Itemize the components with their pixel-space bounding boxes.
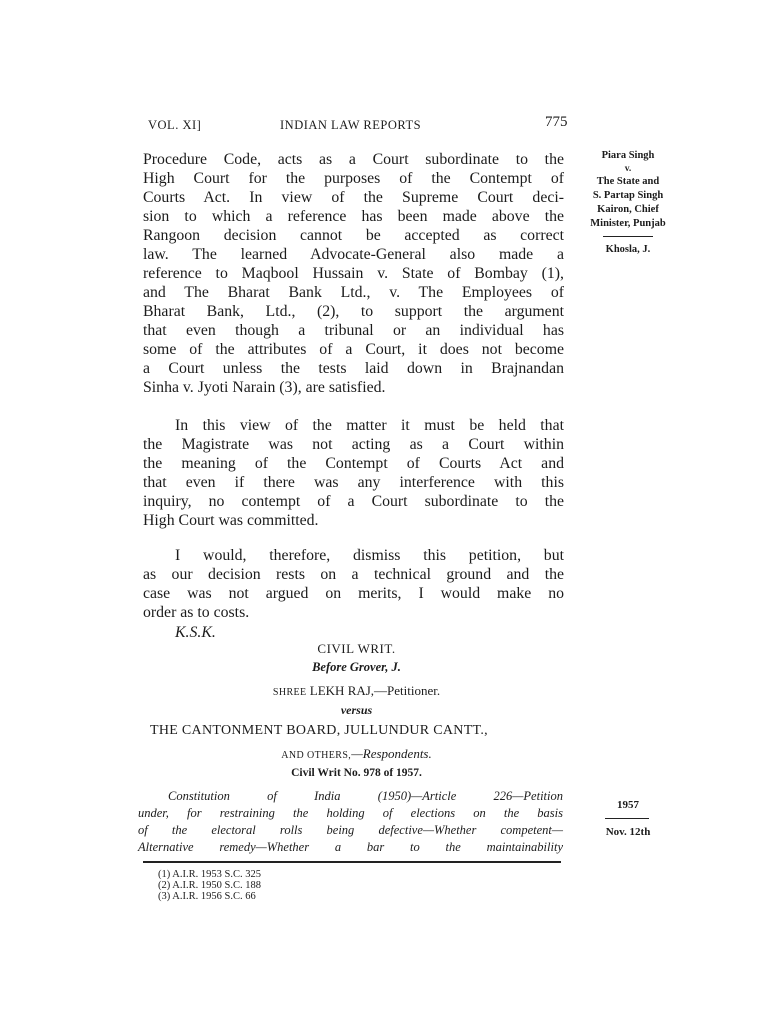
margin-line: Piara Singh [601, 150, 655, 161]
text-line: In this view of the matter it must be held that [175, 417, 564, 434]
headnote-line: Alternative remedy—Whether a bar to the maintainability [138, 840, 563, 854]
respondent-role: —Respondents. [351, 746, 432, 761]
petitioner-prefix: SHREE [272, 687, 307, 698]
petitioner-name: LEKH RAJ,—Petitioner. [309, 683, 441, 698]
text-line: Courts Act. In view of the Supreme Court deci- [143, 189, 564, 206]
text-line: some of the attributes of a Court, it does not become [143, 341, 564, 358]
text-line: law. The learned Advocate-General also made a [143, 246, 564, 263]
margin-line: The State and [596, 176, 660, 187]
text-line: High Court was committed. [143, 512, 319, 529]
petitioner-line [140, 683, 573, 699]
text-line: High Court for the purposes of the Contempt of [143, 170, 564, 187]
respondent-prefix: AND OTHERS, [281, 750, 352, 761]
footnote-rule [143, 861, 561, 863]
volume-label: VOL. XI] [148, 118, 202, 132]
margin-line: v. [624, 164, 632, 174]
writ-number: Civil Writ No. 978 of 1957. [291, 767, 422, 779]
text-line: that even if there was any interference with this [143, 474, 564, 491]
margin-divider [605, 818, 649, 819]
versus-line: versus [340, 703, 373, 717]
headnote-line: under, for restraining the holding of elections on the basis [138, 806, 563, 820]
margin-year: 1957 [617, 799, 639, 811]
case-category-heading: CIVIL WRIT. [317, 641, 396, 656]
bench-line: Before Grover, J. [312, 660, 401, 674]
text-line: and The Bharat Bank Ltd., v. The Employees of [143, 284, 564, 301]
footnote: (1) A.I.R. 1953 S.C. 325 [158, 869, 261, 880]
text-line: order as to costs. [143, 604, 250, 621]
text-line: reference to Maqbool Hussain v. State of Bombay (1), [143, 265, 564, 282]
text-line: a Court unless the tests laid down in Brajnandan [143, 360, 564, 377]
text-line: Procedure Code, acts as a Court subordinate to the [143, 151, 564, 168]
margin-line: S. Partap Singh [592, 190, 664, 201]
respondent-others-line [140, 746, 573, 762]
text-line: Sinha v. Jyoti Narain (3), are satisfied. [143, 379, 386, 396]
judge-name: Khosla, J. [605, 244, 651, 255]
footnote: (3) A.I.R. 1956 S.C. 66 [158, 891, 256, 902]
margin-divider [603, 236, 653, 237]
text-line: inquiry, no contempt of a Court subordinate to the [143, 493, 564, 510]
headnote-line: of the electoral rolls being defective—Whether competent— [138, 823, 563, 837]
text-line: case was not argued on merits, I would make no [143, 585, 564, 602]
text-line: as our decision rests on a technical ground and the [143, 566, 564, 583]
headnote-line: Constitution of India (1950)—Article 226—Petition [168, 789, 563, 803]
margin-date: Nov. 12th [605, 826, 651, 838]
footnote: (2) A.I.R. 1950 S.C. 188 [158, 880, 261, 891]
reporter-initials: K.S.K. [175, 624, 216, 641]
page-number: 775 [545, 114, 568, 130]
text-line: Bharat Bank, Ltd., (2), to support the argument [143, 303, 564, 320]
text-line: I would, therefore, dismiss this petition, but [175, 547, 564, 564]
text-line: the meaning of the Contempt of Courts Act and [143, 455, 564, 472]
margin-line: Minister, Punjab [590, 218, 666, 229]
running-title: INDIAN LAW REPORTS [280, 118, 422, 132]
margin-line: Kairon, Chief [597, 204, 659, 215]
text-line: Rangoon decision cannot be accepted as correct [143, 227, 564, 244]
text-line: that even though a tribunal or an individual has [143, 322, 564, 339]
text-line: sion to which a reference has been made above the [143, 208, 564, 225]
text-line: the Magistrate was not acting as a Court within [143, 436, 564, 453]
respondent-line: THE CANTONMENT BOARD, JULLUNDUR CANTT., [150, 723, 488, 738]
